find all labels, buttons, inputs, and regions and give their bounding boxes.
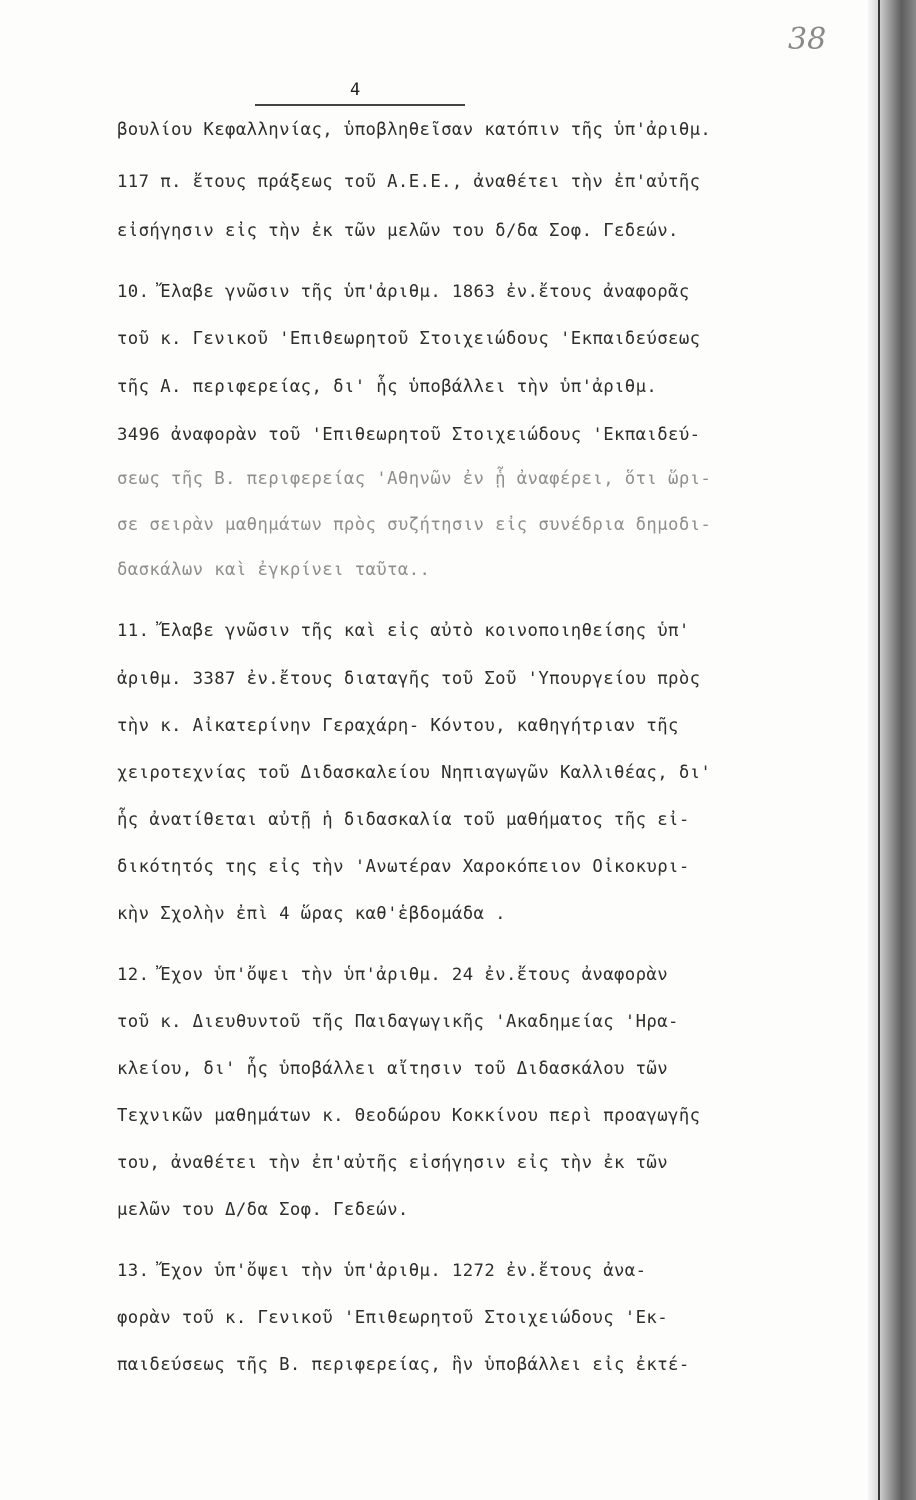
text-line: 3496 ἀναφορὰν τοῦ 'Επιθεωρητοῦ Στοιχειώδους 'Εκπαιδεύ- [117, 425, 701, 445]
text-line: ἀριθμ. 3387 ἐν.ἔτους διαταγῆς τοῦ Σοῦ 'Υπουργείου πρὸς [117, 669, 701, 689]
text-line: σε σειρὰν μαθημάτων πρὸς συζήτησιν εἰς συνέδρια δημοδι- [117, 515, 712, 535]
text-line: βουλίου Κεφαλληνίας, ὑποβληθεῖσαν κατόπιν τῆς ὑπ'ἀριθμ. [117, 120, 712, 140]
text-line: 13. Ἔχον ὑπ'ὄψει τὴν ὑπ'ἀριθμ. 1272 ἐν.ἔτους ἀνα- [117, 1261, 647, 1281]
text-line: δικότητός της εἰς τὴν 'Ανωτέραν Χαροκόπειον Οἰκοκυρι- [117, 857, 690, 877]
text-line: δασκάλων καὶ ἐγκρίνει ταῦτα.. [117, 560, 431, 580]
text-line: παιδεύσεως τῆς Β. περιφερείας, ἣν ὑποβάλλει εἰς ἐκτέ- [117, 1355, 690, 1375]
page-margin-line [878, 0, 880, 1500]
text-line: 12. Ἔχον ὑπ'ὄψει τὴν ὑπ'ἀριθμ. 24 ἐν.ἔτους ἀναφορὰν [117, 965, 669, 985]
text-line: του, ἀναθέτει τὴν ἐπ'αὐτῆς εἰσήγησιν εἰς τὴν ἐκ τῶν [117, 1153, 669, 1173]
text-line: 10. Ἔλαβε γνῶσιν τῆς ὑπ'ἀριθμ. 1863 ἐν.ἔτους ἀναφορᾶς [117, 282, 690, 302]
text-line: Τεχνικῶν μαθημάτων κ. Θεοδώρου Κοκκίνου περὶ προαγωγῆς [117, 1106, 701, 1126]
header-underline [255, 104, 465, 106]
text-line: χειροτεχνίας τοῦ Διδασκαλείου Νηπιαγωγῶν Καλλιθέας, δι' [117, 763, 712, 783]
text-line: 117 π. ἔτους πράξεως τοῦ Α.Ε.Ε., ἀναθέτει τὴν ἐπ'αὐτῆς [117, 172, 701, 192]
text-line: ἧς ἀνατίθεται αὐτῇ ἡ διδασκαλία τοῦ μαθήματος τῆς εἰ- [117, 810, 690, 830]
folio-number: 38 [788, 22, 827, 57]
text-line: τοῦ κ. Γενικοῦ 'Επιθεωρητοῦ Στοιχειώδους 'Εκπαιδεύσεως [117, 329, 701, 349]
section-page-number: 4 [350, 80, 361, 100]
text-line: σεως τῆς Β. περιφερείας 'Αθηνῶν ἐν ᾗ ἀναφέρει, ὅτι ὥρι- [117, 469, 712, 489]
text-line: κὴν Σχολὴν ἐπὶ 4 ὥρας καθ'ἑβδομάδα . [117, 904, 506, 924]
text-line: μελῶν του Δ/δα Σοφ. Γεδεών. [117, 1200, 409, 1220]
text-line: τῆς Α. περιφερείας, δι' ἧς ὑποβάλλει τὴν ὑπ'ἀριθμ. [117, 377, 658, 397]
text-line: τὴν κ. Αἰκατερίνην Γεραχάρη- Κόντου, καθηγήτριαν τῆς [117, 716, 679, 736]
text-line: κλείου, δι' ἧς ὑποβάλλει αἴτησιν τοῦ Διδασκάλου τῶν [117, 1059, 669, 1079]
text-line: 11. Ἔλαβε γνῶσιν τῆς καὶ εἰς αὐτὸ κοινοποιηθείσης ὑπ' [117, 621, 690, 641]
text-line: εἰσήγησιν εἰς τὴν ἐκ τῶν μελῶν του δ/δα Σοφ. Γεδεών. [117, 221, 679, 241]
text-line: φορὰν τοῦ κ. Γενικοῦ 'Επιθεωρητοῦ Στοιχειώδους 'Εκ- [117, 1308, 669, 1328]
page-binding-edge [868, 0, 916, 1500]
text-line: τοῦ κ. Διευθυντοῦ τῆς Παιδαγωγικῆς 'Ακαδημείας 'Ηρα- [117, 1012, 679, 1032]
